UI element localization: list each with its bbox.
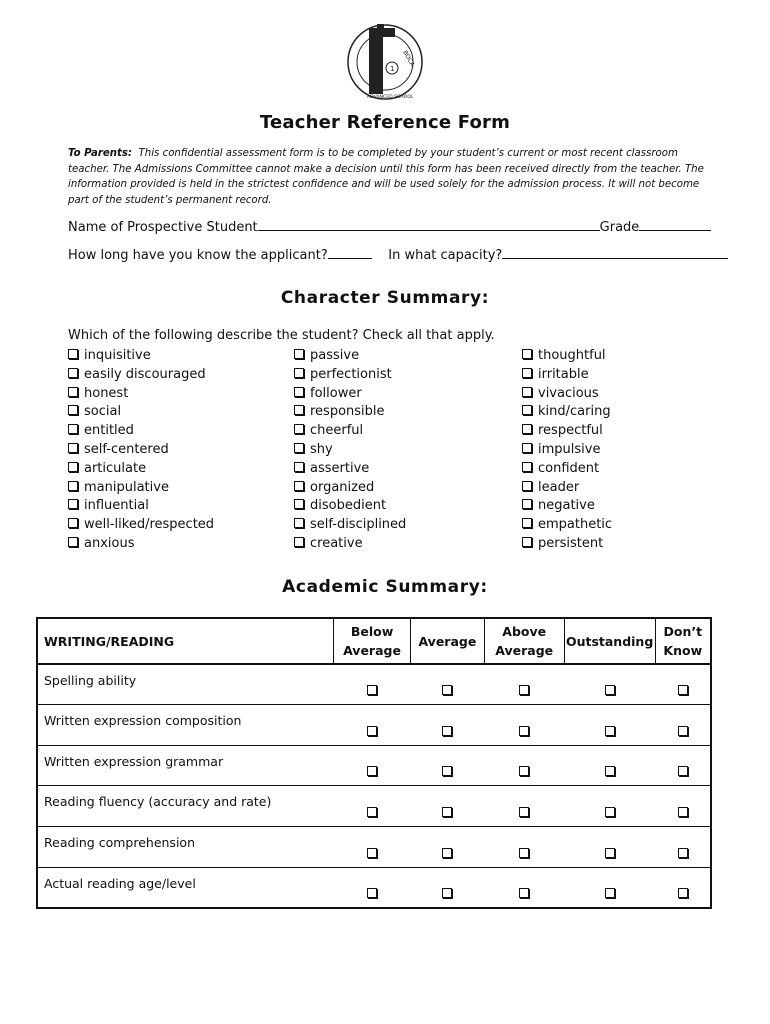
checkbox-icon[interactable] [519,685,529,695]
checkbox-icon[interactable] [294,499,304,509]
checkbox-icon[interactable] [522,462,532,472]
student-name-label: Name of Prospective Student [68,220,258,235]
trait-label: entitled [84,423,134,439]
school-crest-icon [345,22,425,102]
checkbox-icon[interactable] [68,499,78,509]
rating-cell [410,827,484,868]
checkbox-icon[interactable] [68,405,78,415]
trait-label: articulate [84,460,147,476]
table-row [37,664,711,705]
table-header-row [37,618,711,664]
trait-label: honest [84,385,129,401]
trait-label: empathetic [538,517,613,533]
checkbox-icon[interactable] [68,481,78,491]
rating-cell [484,786,564,827]
checkbox-icon[interactable] [605,726,615,736]
trait-option[interactable] [68,347,288,366]
trait-label: passive [310,348,360,363]
checkbox-icon[interactable] [294,405,304,415]
checkbox-icon[interactable] [367,807,377,817]
capacity-field[interactable] [502,246,728,259]
rating-cell [655,705,711,746]
rating-cell [564,745,655,786]
skill-label: Written expression grammar [37,745,334,786]
trait-option[interactable] [294,460,514,479]
trait-option[interactable] [522,497,742,516]
rating-cell [564,664,655,705]
trait-column-2 [294,347,514,554]
intro-text: This confidential assessment form is to be completed by your student’s current or most recent classroom teacher. The Admissions Committee cannot make a decision until this form has been received directly from the teacher. The information provided is held in the strictest confidence and will be used solely for the admission process. It will not become part of the student’s permanent record. [68,148,704,206]
rating-cell [655,827,711,868]
trait-option[interactable] [68,535,288,554]
checkbox-icon[interactable] [678,848,688,858]
rating-cell [564,867,655,908]
trait-option[interactable] [522,460,742,479]
rating-cell [334,827,411,868]
trait-label: creative [310,535,363,551]
trait-option[interactable] [294,479,514,498]
svg-text:BOCA: BOCA [401,49,416,68]
rating-cell [484,745,564,786]
rating-cell [334,664,411,705]
checkbox-icon[interactable] [519,888,529,898]
trait-option[interactable] [522,347,742,366]
checkbox-icon[interactable] [522,424,532,434]
rating-cell [655,786,711,827]
trait-label: kind/caring [538,404,611,420]
rating-cell [334,867,411,908]
checkbox-icon[interactable] [442,848,452,858]
rating-cell [410,705,484,746]
trait-label: impulsive [538,441,601,457]
trait-label: social [84,404,122,420]
checkbox-icon[interactable] [442,726,452,736]
checkbox-icon[interactable] [678,807,688,817]
trait-option[interactable] [68,516,288,535]
checkbox-icon[interactable] [678,766,688,776]
table-row [37,867,711,908]
table-row [37,745,711,786]
trait-label: responsible [310,404,385,420]
checkbox-icon[interactable] [519,807,529,817]
checkbox-icon[interactable] [367,848,377,858]
checkbox-icon[interactable] [522,387,532,397]
checkbox-icon[interactable] [519,726,529,736]
trait-label: vivacious [538,385,599,401]
trait-label: respectful [538,423,603,439]
trait-column-3 [522,347,742,554]
trait-option[interactable] [68,441,288,460]
trait-option[interactable] [68,479,288,498]
trait-label: leader [538,479,580,495]
trait-label: influential [84,498,149,514]
trait-option[interactable] [522,441,742,460]
checkbox-icon[interactable] [68,424,78,434]
trait-label: well-liked/respected [84,517,215,533]
checkbox-icon[interactable] [68,537,78,547]
trait-label: organized [310,479,375,495]
checkbox-icon[interactable] [519,766,529,776]
applicant-history-row [68,246,704,263]
rating-cell [410,664,484,705]
checkbox-icon[interactable] [522,349,532,359]
rating-cell [334,705,411,746]
table-row [37,705,711,746]
rating-cell [410,786,484,827]
rating-cell [655,664,711,705]
trait-label: negative [538,498,595,514]
trait-label: cheerful [310,423,364,439]
skill-label: Reading comprehension [37,827,334,868]
checkbox-icon[interactable] [294,368,304,378]
rating-cell [655,745,711,786]
rating-cell [410,745,484,786]
skill-label: Written expression composition [37,705,334,746]
checkbox-icon[interactable] [442,685,452,695]
column-header: Don’t Know [655,618,711,664]
checkbox-icon[interactable] [522,518,532,528]
trait-label: inquisitive [84,348,151,363]
checkbox-icon[interactable] [678,888,688,898]
trait-option[interactable] [68,497,288,516]
rating-cell [484,827,564,868]
checkbox-icon[interactable] [68,368,78,378]
checkbox-icon[interactable] [605,685,615,695]
intro-label: To Parents: [68,148,133,159]
trait-label: thoughtful [538,348,606,363]
checkbox-icon[interactable] [442,807,452,817]
rating-cell [564,786,655,827]
checkbox-icon[interactable] [678,685,688,695]
checkbox-icon[interactable] [68,462,78,472]
rating-cell [410,867,484,908]
trait-option[interactable] [522,479,742,498]
table-row [37,786,711,827]
checkbox-icon[interactable] [294,443,304,453]
rating-cell [564,827,655,868]
capacity-label: In what capacity? [388,248,503,263]
academic-summary-heading: Academic Summary: [282,577,488,597]
trait-label: follower [310,385,362,401]
checkbox-icon[interactable] [522,405,532,415]
rating-cell [655,867,711,908]
trait-option[interactable] [294,422,514,441]
trait-label: shy [310,441,333,457]
trait-option[interactable] [522,366,742,385]
column-header: WRITING/READING [37,618,334,664]
table-row [37,827,711,868]
checkbox-icon[interactable] [367,685,377,695]
trait-label: self-centered [84,441,169,457]
trait-column-1 [68,347,288,554]
trait-option[interactable] [68,403,288,422]
trait-label: manipulative [84,479,169,495]
trait-option[interactable] [294,441,514,460]
rating-cell [484,664,564,705]
checkbox-icon[interactable] [605,888,615,898]
checkbox-icon[interactable] [294,349,304,359]
character-question: Which of the following describe the student? Check all that apply. [68,328,495,343]
trait-label: easily discouraged [84,366,206,382]
svg-text:ADVANCED SCHOOL: ADVANCED SCHOOL [367,95,414,100]
checkbox-icon[interactable] [367,766,377,776]
trait-label: self-disciplined [310,517,407,533]
trait-label: persistent [538,535,604,551]
grade-field[interactable] [639,218,711,231]
checkbox-icon[interactable] [367,726,377,736]
trait-option[interactable] [68,385,288,404]
checkbox-icon[interactable] [68,443,78,453]
checkbox-icon[interactable] [294,537,304,547]
how-long-field[interactable] [328,246,372,259]
skill-label: Actual reading age/level [37,867,334,908]
checkbox-icon[interactable] [522,537,532,547]
trait-option[interactable] [68,460,288,479]
trait-option[interactable] [294,535,514,554]
trait-option[interactable] [522,535,742,554]
checkbox-icon[interactable] [519,848,529,858]
checkbox-icon[interactable] [442,888,452,898]
rating-cell [484,705,564,746]
trait-option[interactable] [294,366,514,385]
checkbox-icon[interactable] [442,766,452,776]
form-title: Teacher Reference Form [259,112,511,133]
trait-option[interactable] [294,403,514,422]
checkbox-icon[interactable] [294,518,304,528]
column-header: Average [410,618,484,664]
checkbox-icon[interactable] [522,368,532,378]
trait-label: confident [538,460,600,476]
trait-option[interactable] [68,422,288,441]
checkbox-icon[interactable] [294,387,304,397]
skill-label: Spelling ability [37,664,334,705]
trait-option[interactable] [522,516,742,535]
checkbox-icon[interactable] [522,443,532,453]
checkbox-icon[interactable] [605,807,615,817]
trait-option[interactable] [522,403,742,422]
checkbox-icon[interactable] [294,481,304,491]
trait-option[interactable] [522,422,742,441]
how-long-label: How long have you know the applicant? [68,248,328,263]
trait-option[interactable] [522,385,742,404]
rating-cell [334,786,411,827]
checkbox-icon[interactable] [367,888,377,898]
skill-label: Reading fluency (accuracy and rate) [37,786,334,827]
rating-cell [484,867,564,908]
rating-cell [564,705,655,746]
academic-summary-table [36,617,712,909]
svg-text:1: 1 [390,65,395,73]
trait-option[interactable] [294,347,514,366]
trait-label: assertive [310,460,370,476]
checkbox-icon[interactable] [294,424,304,434]
checkbox-icon[interactable] [522,481,532,491]
trait-label: disobedient [310,498,387,514]
checkbox-icon[interactable] [294,462,304,472]
grade-label: Grade [599,220,640,235]
trait-label: anxious [84,535,135,551]
checkbox-icon[interactable] [68,349,78,359]
checkbox-icon[interactable] [678,726,688,736]
rating-cell [334,745,411,786]
checkbox-icon[interactable] [605,766,615,776]
column-header: Below Average [334,618,411,664]
intro-paragraph [68,146,708,208]
character-summary-heading: Character Summary: [280,288,490,308]
column-header: Above Average [484,618,564,664]
trait-option[interactable] [294,516,514,535]
checkbox-icon[interactable] [68,387,78,397]
trait-label: irritable [538,366,589,382]
student-name-field[interactable] [258,218,600,231]
student-name-row [68,218,704,235]
checkbox-icon[interactable] [605,848,615,858]
column-header: Outstanding [564,618,655,664]
trait-label: perfectionist [310,366,392,382]
trait-option[interactable] [68,366,288,385]
trait-option[interactable] [294,497,514,516]
trait-option[interactable] [294,385,514,404]
checkbox-icon[interactable] [68,518,78,528]
checkbox-icon[interactable] [522,499,532,509]
